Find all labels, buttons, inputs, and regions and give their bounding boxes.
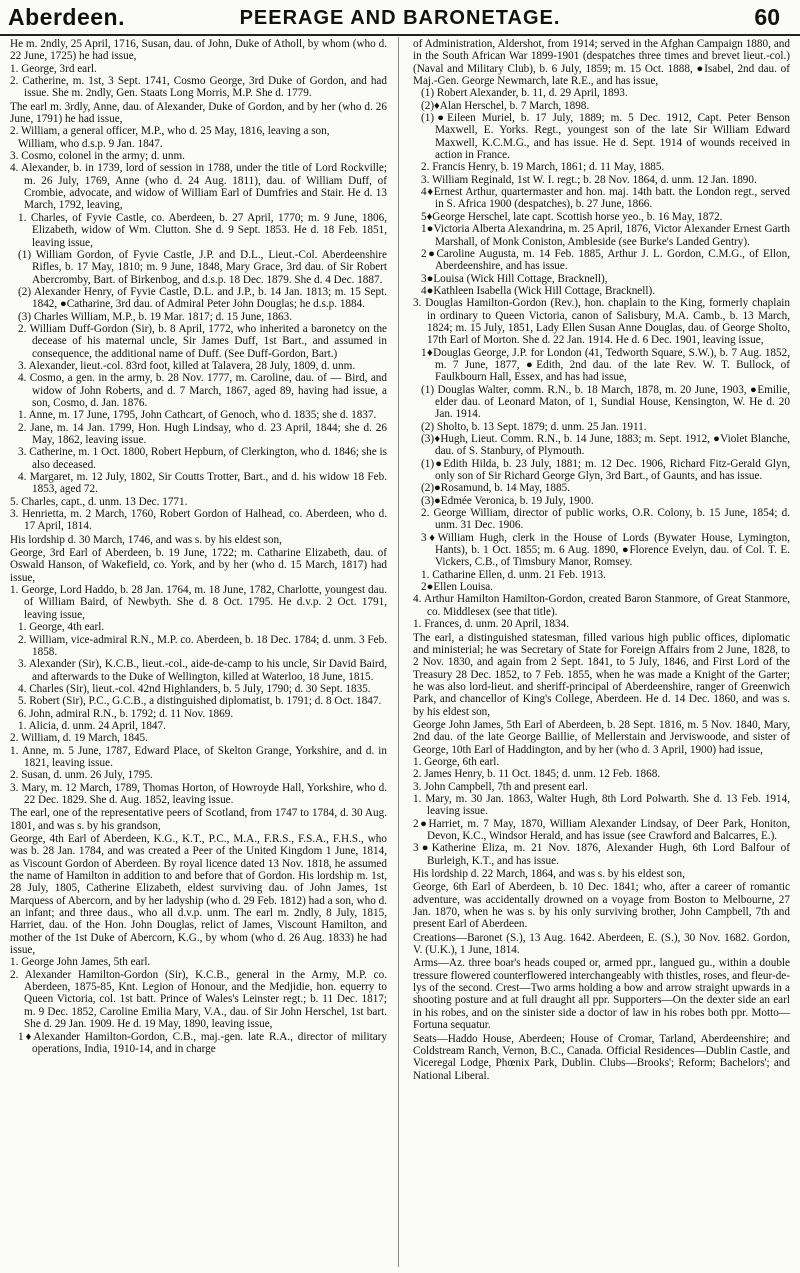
issue-entry: 3♦William Hugh, clerk in the House of Lords (Bywater House, Lymington, Hants), b. 1 Oct. 1855; m. 6 Aug. 1890, ●Florence Evelyn, dau. of Col. T. E. Vickers, C.B., of Timsbury Manor, Romsey. (421, 531, 790, 569)
running-header (0, 0, 800, 36)
header-title-center: PEERAGE AND BARONETAGE. (239, 7, 561, 29)
entry-paragraph: Creations—Baronet (S.), 13 Aug. 1642. Aberdeen, E. (S.), 30 Nov. 1682. Gordon, V. (U.K.), 1 June, 1814. (413, 931, 790, 957)
issue-entry: 3. Alexander (Sir), K.C.B., lieut.-col., aide-de-camp to his uncle, Sir David Baird, and afterwards to the Duke of Wellington, killed at Waterloo, 18 June, 1815. (18, 658, 387, 683)
issue-entry: 2. Catherine, m. 1st, 3 Sept. 1741, Cosmo George, 3rd Duke of Gordon, and had issue. She m. 2ndly, Gen. Staats Long Morris, M.P. She d. 1779. (10, 75, 387, 100)
entry-paragraph: Arms—Az. three boar's heads couped or, armed ppr., langued gu., within a double tressure flowered counterflowered interchangeably with thistles, roses, and fleur-de-lys of the second. Crest—Two arms holding a bow and arrow straight upwards in a shooting posture and at full draught all ppr. Supporters—On the dexter side an earl in his robes, and on the sinister side a doctor of law in his robes both ppr. Motto—Fortuna sequatur. (413, 957, 790, 1032)
issue-entry: 4●Kathleen Isabella (Wick Hill Cottage, Bracknell). (421, 284, 656, 297)
entry-paragraph: George, 3rd Earl of Aberdeen, b. 19 June, 1722; m. Catharine Elizabeth, dau. of Oswald Hanson, of Wakefield, co. York, and by her (who d. 15 March, 1817) had issue, (10, 547, 387, 584)
issue-entry: 3. Cosmo, colonel in the army; d. unm. (10, 150, 185, 163)
entry-paragraph: The earl m. 3rdly, Anne, dau. of Alexander, Duke of Gordon, and by her (who d. 26 June, 1791) he had issue, (10, 100, 387, 126)
column-divider (398, 37, 399, 1267)
issue-entry: 2. William, vice-admiral R.N., M.P. co. Aberdeen, b. 18 Dec. 1784; d. unm. 3 Feb. 1858. (18, 633, 387, 658)
issue-entry: (1) Douglas Walter, comm. R.N., b. 18 March, 1878, m. 20 June, 1903, ●Emilie, elder dau. of Leonard Maton, of 1, Sundial House, Kensington, W. He d. 20 Jan. 1914. (421, 383, 790, 421)
issue-entry: 2. Jane, m. 14 Jan. 1799, Hon. Hugh Lindsay, who d. 23 April, 1844; she d. 26 May, 1862, leaving issue. (18, 421, 387, 446)
entry-paragraph: He m. 2ndly, 25 April, 1716, Susan, dau. of John, Duke of Atholl, by whom (who d. 22 June, 1725) he had issue, (10, 38, 387, 63)
entry-paragraph: George, 6th Earl of Aberdeen, b. 10 Dec. 1841; who, after a career of romantic adventure, was accidentally drowned on a voyage from Boston to Melbourne, 27 Jan. 1870, when he was s. by his only surviving brother, John Campbell, 7th and present Earl of Aberdeen. (413, 881, 790, 931)
issue-entry: 5. Charles, capt., d. unm. 13 Dec. 1771. (10, 495, 188, 508)
issue-entry: (1)●Eileen Muriel, b. 17 July, 1889; m. 5 Dec. 1912, Capt. Peter Benson Maxwell, E. Yorks. Regt., youngest son of the late Sir William Edward Maxwell, K.C.M.G., and has issue. He d. Sept. 1914 of wounds received in action in France. (421, 112, 790, 162)
issue-entry: (1) Robert Alexander, b. 11, d. 29 April, 1893. (421, 87, 628, 100)
issue-entry: 2. James Henry, b. 11 Oct. 1845; d. unm. 12 Feb. 1868. (413, 768, 661, 781)
issue-entry: (2)♦Alan Herschel, b. 7 March, 1898. (421, 99, 590, 112)
issue-entry: 3●Louisa (Wick Hill Cottage, Bracknell), (421, 272, 608, 285)
issue-entry: 6. John, admiral R.N., b. 1792; d. 11 Nov. 1869. (18, 707, 234, 720)
issue-entry: 1. Frances, d. unm. 20 April, 1834. (413, 618, 569, 631)
issue-entry: 4. Cosmo, a gen. in the army, b. 28 Nov. 1777, m. Caroline, dau. of — Bird, and widow of John Roberts, and d. 7 March, 1867, aged 89, having had issue, a son, Cosmo, d. Jan. 1876. (18, 372, 387, 409)
issue-entry: (3)●Edmée Veronica, b. 19 July, 1900. (421, 494, 594, 507)
entry-paragraph: The earl, a distinguished statesman, filled various high public offices, diplomatic and ministerial; he was Secretary of State for Foreign Affairs from 2 June, 1828, to 2 Nov. 1830, and again from 2 Sept. 1841, to 5 July, 1846, and First Lord of the Treasury 28 Dec. 1852, to 7 Feb. 1855, when he was made a Knight of the Garter; he was also lord-lieut. and sheriff-principal of Aberdeenshire, ranger of Greenwich Park, and chancellor of King's College, Aberdeen. He d. 14 Dec. 1860, and was s. by his eldest son, (413, 631, 790, 718)
issue-entry: William, who d.s.p. 9 Jan. 1847. (18, 137, 163, 150)
issue-entry: 4. Margaret, m. 12 July, 1802, Sir Coutts Trotter, Bart., and d. his widow 18 Feb. 1853, aged 72. (18, 471, 387, 496)
issue-entry: 2●Caroline Augusta, m. 14 Feb. 1885, Arthur J. L. Gordon, C.M.G., of Ellon, Aberdeenshire, and has issue. (421, 247, 790, 273)
entry-paragraph: His lordship d. 22 March, 1864, and was s. by his eldest son, (413, 868, 685, 881)
issue-entry: 2. Susan, d. unm. 26 July, 1795. (10, 769, 153, 782)
issue-entry: 5♦George Herschel, late capt. Scottish horse yeo., b. 16 May, 1872. (421, 210, 723, 223)
entry-paragraph: George John James, 5th Earl of Aberdeen, b. 28 Sept. 1816, m. 5 Nov. 1840, Mary, 2nd dau. of the late George Baillie, of Mellerstain and Jerviswoode, and sister of George, 10th Earl of Haddington, and by her (who d. 3 April, 1900) had issue, (413, 718, 790, 756)
issue-entry: (1) William Gordon, of Fyvie Castle, J.P. and D.L., Lieut.-Col. Aberdeenshire Rifles, b. 17 May, 1810; m. 9 June, 1848, Mary Grace, 3rd dau. of Sir Robert Abercromby, Bart. of Birkenbog, and d.s.p. 18 Dec. 1879. She d. 4 Dec. 1887. (18, 248, 387, 286)
issue-entry: (1)●Edith Hilda, b. 23 July, 1881; m. 12 Dec. 1906, Richard Fitz-Gerald Glyn, only son of Sir Richard George Glyn, 3rd Bart., of Gaunts, and has issue. (421, 457, 790, 483)
issue-entry: 1. Charles, of Fyvie Castle, co. Aberdeen, b. 27 April, 1770; m. 9 June, 1806, Elizabeth, widow of Wm. Clutton. She d. 9 Sept. 1853. He d. 18 Feb. 1851, leaving issue, (18, 211, 387, 249)
issue-entry: 2. George William, director of public works, O.R. Colony, b. 15 June, 1854; d. unm. 31 Dec. 1906. (421, 507, 790, 532)
issue-entry: 3. Catherine, m. 1 Oct. 1800, Robert Hepburn, of Clerkington, who d. 1846; she is also deceased. (18, 446, 387, 471)
issue-entry: (2) Sholto, b. 13 Sept. 1879; d. unm. 25 Jan. 1911. (421, 420, 647, 433)
issue-entry: 1. Anne, m. 5 June, 1787, Edward Place, of Skelton Grange, Yorkshire, and d. in 1821, leaving issue. (10, 744, 387, 769)
right-text-column (413, 37, 790, 1267)
issue-entry: 3. Douglas Hamilton-Gordon (Rev.), hon. chaplain to the King, formerly chaplain in ordinary to Queen Victoria, canon of Salisbury, M.A. Camb., b. 13 March, 1824; m. 15 July, 1851, Lady Ellen Susan Anne Douglas, dau. of George Sholto, 17th Earl of Morton. She d. 22 Jan. 1914. He d. 6 Dec. 1901, leaving issue, (413, 297, 790, 347)
issue-entry: 3. Alexander, lieut.-col. 83rd foot, killed at Talavera, 28 July, 1809, d. unm. (18, 359, 356, 372)
issue-entry: 1♦Douglas George, J.P. for London (41, Tedworth Square, S.W.), b. 7 Aug. 1852, m. 7 June, 1877, ●Edith, 2nd dau. of the late Rev. W. T. Bullock, of Faulkbourn Hall, Essex, and has had issue, (421, 346, 790, 384)
issue-entry: 2. William Duff-Gordon (Sir), b. 8 April, 1772, who inherited a baronetcy on the decease of his maternal uncle, Sir James Duff, 1st Bart., and assumed in consequence, the additional name of Duff. (See Duff-Gordon, Bart.) (18, 322, 387, 360)
issue-entry: (3)♦Hugh, Lieut. Comm. R.N., b. 14 June, 1883; m. Sept. 1912, ●Violet Blanche, dau. of S. Stanbury, of Plymouth. (421, 433, 790, 458)
issue-entry: 3. Henrietta, m. 2 March, 1760, Robert Gordon of Halhead, co. Aberdeen, who d. 17 April, 1814. (10, 508, 387, 533)
issue-entry: 1●Victoria Alberta Alexandrina, m. 25 April, 1876, Victor Alexander Ernest Garth Marshall, of Monk Coniston, Ambleside (see Burke's Landed Gentry). (421, 223, 790, 248)
header-title-left: Aberdeen. (8, 4, 125, 30)
issue-entry: 1♦Alexander Hamilton-Gordon, C.B., maj.-gen. late R.A., director of military operations, India, 1910-14, and in charge (18, 1030, 387, 1055)
issue-entry: 5. Robert (Sir), P.C., G.C.B., a distinguished diplomatist, b. 1791; d. 8 Oct. 1847. (18, 695, 382, 708)
issue-entry: 2. William, a general officer, M.P., who d. 25 May, 1816, leaving a son, (10, 125, 330, 138)
issue-entry: 1. George, Lord Haddo, b. 28 Jan. 1764, m. 18 June, 1782, Charlotte, youngest dau. of William Baird, of Newbyth. She d. 8 Oct. 1795. He d.v.p. 2 Oct. 1791, leaving issue, (10, 584, 387, 621)
entry-paragraph: His lordship d. 30 March, 1746, and was s. by his eldest son, (10, 533, 282, 546)
left-text-column (10, 37, 387, 1267)
issue-entry: (3) Charles William, M.P., b. 19 Mar. 1817; d. 15 June, 1863. (18, 310, 293, 323)
issue-entry: 3. Mary, m. 12 March, 1789, Thomas Horton, of Howroyde Hall, Yorkshire, who d. 22 Dec. 1829. She d. Aug. 1852, leaving issue. (10, 781, 387, 806)
issue-entry: (2)●Rosamund, b. 14 May, 1885. (421, 482, 570, 495)
entry-paragraph: The earl, one of the representative peers of Scotland, from 1747 to 1784, d. 30 Aug. 1801, and was s. by his grandson, (10, 807, 387, 832)
page-number: 60 (754, 4, 780, 30)
issue-entry: 1. George, 4th earl. (18, 621, 105, 634)
issue-entry: 1. George, 6th earl. (413, 755, 500, 768)
issue-entry: 2. Francis Henry, b. 19 March, 1861; d. 11 May, 1885. (421, 161, 665, 174)
issue-entry: 4. Arthur Hamilton Hamilton-Gordon, created Baron Stanmore, of Great Stanmore, co. Middlesex (see that title). (413, 593, 790, 618)
issue-entry: 1. George, 3rd earl. (10, 62, 97, 75)
issue-entry: 1. George John James, 5th earl. (10, 956, 151, 969)
issue-entry: 1. Mary, m. 30 Jan. 1863, Walter Hugh, 8th Lord Polwarth. She d. 13 Feb. 1914, leaving issue. (413, 792, 790, 818)
issue-entry: 1. Catharine Ellen, d. unm. 21 Feb. 1913. (421, 568, 606, 581)
entry-paragraph: Seats—Haddo House, Aberdeen; House of Cromar, Tarland, Aberdeenshire; and Coldstream Ranch, Vernon, B.C., Canada. Official Residences—Dublin Castle, and Viceregal Lodge, Phœnix Park, Dublin. Clubs—Brooks'; Reform; Bachelors'; and National Liberal. (413, 1032, 790, 1082)
issue-entry: 4. Charles (Sir), lieut.-col. 42nd Highlanders, b. 5 July, 1790; d. 30 Sept. 1835. (18, 682, 371, 695)
issue-entry: 4♦Ernest Arthur, quartermaster and hon. maj. 14th batt. the London regt., served in S. Africa 1900 (despatches), b. 27 June, 1866. (421, 186, 790, 211)
issue-entry: 2. William, d. 19 March, 1845. (10, 732, 148, 745)
issue-entry: 1. Anne, m. 17 June, 1795, John Cathcart, of Genoch, who d. 1835; she d. 1837. (18, 409, 377, 422)
issue-entry: (2) Alexander Henry, of Fyvie Castle, D.L. and J.P., b. 14 Jan. 1813; m. 15 Sept. 1842, ●Catharine, 3rd dau. of Admiral Peter John Douglas; he d.s.p. 1884. (18, 285, 387, 311)
issue-entry: 3. John Campbell, 7th and present earl. (413, 780, 588, 793)
issue-entry: 1. Alicia, d. unm. 24 April, 1847. (18, 719, 166, 732)
entry-paragraph: of Administration, Aldershot, from 1914; served in the Afghan Campaign 1880, and in the South African War 1899-1901 (despatches three times and brevet lieut.-col.) (Naval and Military Club), b. 6 July, 1859; m. 15 Oct. 1888, ●Isabel, 2nd dau. of Maj.-Gen. George Newmarch, late R.E., and has issue, (413, 38, 790, 88)
issue-entry: 3. William Reginald, 1st W. I. regt.; b. 28 Nov. 1864, d. unm. 12 Jan. 1890. (421, 173, 757, 186)
issue-entry: 2. Alexander Hamilton-Gordon (Sir), K.C.B., general in the Army, M.P. co. Aberdeen, 1875-85, Knt. Legion of Honour, and the Medjidie, hon. equerry to Queen Victoria, col. 1st batt. Prince of Wales's Leinster regt.; b. 11 Dec. 1817; m. 9 Dec. 1852, Caroline Emilia Mary, V.A., dau. of Sir John Herschel, 1st bart. She d. 29 Jan. 1909. He d. 19 May, 1890, leaving issue, (10, 968, 387, 1031)
entry-paragraph: George, 4th Earl of Aberdeen, K.G., K.T., P.C., M.A., F.R.S., F.S.A., F.H.S., who was b. 28 Jan. 1784, and was created a Peer of the United Kingdom 1 June, 1814, as Viscount Gordon of Aberdeen. By royal licence dated 13 Nov. 1818, he assumed the name of Hamilton in addition to and before that of Gordon. His lordship m. 1st, 28 July, 1805, Catherine Elizabeth, eldest surviving dau. of John James, 1st Marquess of Abercorn, and by her ladyship (who d. 29 Feb. 1812) had a son, who d. an infant; and three daus., who all d.v.p. unm. The earl m. 2ndly, 8 July, 1815, Harriet, dau. of the Hon. John Douglas, relict of James, Viscount Hamilton, and mother of the 1st Duke of Abercorn, K.G., by whom (who d. 26 Aug. 1833) he had issue, (10, 833, 387, 957)
issue-entry: 2●Ellen Louisa. (421, 581, 494, 594)
issue-entry: 4. Alexander, b. in 1739, lord of session in 1788, under the title of Lord Rockville; m. 26 July, 1769, Anne (who d. 24 Aug. 1811), dau. of William Duff, of Crombie, advocate, and widow of William Earl of Dumfries and Stair. He d. 13 March, 1792, leaving, (10, 162, 387, 212)
issue-entry: 2●Harriet, m. 7 May, 1870, William Alexander Lindsay, of Deer Park, Honiton, Devon, K.C., Windsor Herald, and has issue (see Crawford and Balcarres, E.). (413, 817, 790, 842)
issue-entry: 3●Katherine Eliza, m. 21 Nov. 1876, Alexander Hugh, 6th Lord Balfour of Burleigh, K.T., and has issue. (413, 842, 790, 867)
